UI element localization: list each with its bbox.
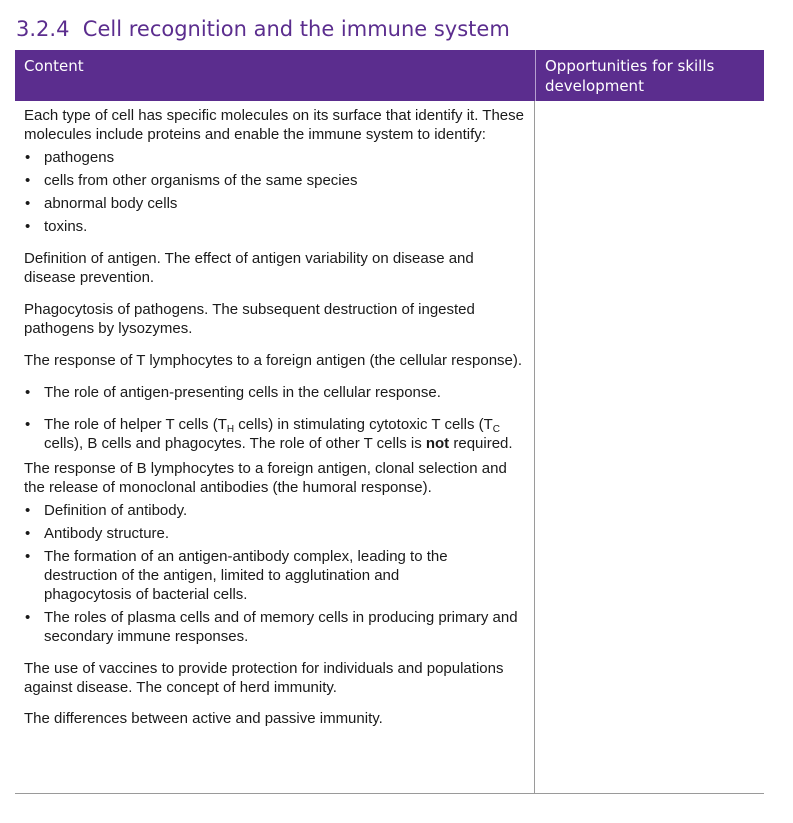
- bullet-icon: •: [25, 218, 31, 235]
- b-response-list: [24, 501, 529, 646]
- bullet-icon: •: [25, 384, 31, 401]
- list-item: • The role of helper T cells ($T_H$ cells) in stimulating cytotoxic T cells ($T_C$ cells), B cells and phagocytes. The role of other T cells is not required.: [25, 416, 513, 452]
- t-response-text: The response of T lymphocytes to a foreign antigen (the cellular response).: [24, 352, 523, 369]
- list-item: • pathogens: [25, 149, 115, 166]
- header-content: Content: [24, 57, 84, 75]
- phagocytosis-text: Phagocytosis of pathogens. The subsequent destruction of ingested pathogens by lysozymes.: [24, 301, 475, 337]
- list-item: • The roles of plasma cells and of memory cells in producing primary and secondary immune responses.: [25, 609, 518, 645]
- immunity-text: The differences between active and passive immunity.: [24, 710, 383, 727]
- list-item: • Antibody structure.: [25, 525, 170, 542]
- bullet-icon: •: [25, 172, 31, 189]
- vaccines-text: The use of vaccines to provide protection for individuals and populations against disease. The concept of herd immunity.: [24, 660, 504, 696]
- header-skills: Opportunities for skills development: [535, 50, 735, 101]
- content-table: [15, 50, 764, 794]
- section-heading: [16, 17, 510, 41]
- table-body: [15, 101, 764, 794]
- bullet-icon: •: [25, 609, 31, 626]
- section-title: Cell recognition and the immune system: [82, 17, 510, 41]
- t-response-list: [24, 383, 529, 453]
- bullet-icon: •: [25, 525, 31, 542]
- bullet-icon: •: [25, 149, 31, 166]
- intro-list: [24, 148, 529, 236]
- list-item: • abnormal body cells: [25, 195, 178, 212]
- column-divider: [534, 101, 535, 793]
- list-item: • The role of antigen-presenting cells in the cellular response.: [25, 384, 441, 401]
- list-item: • Definition of antibody.: [25, 502, 188, 519]
- table-header: [15, 50, 764, 101]
- b-response-text: The response of B lymphocytes to a foreign antigen, clonal selection and the release of monoclonal antibodies (the humoral response).: [24, 460, 507, 496]
- list-item: • cells from other organisms of the same species: [25, 172, 358, 189]
- list-item: • toxins.: [25, 218, 88, 235]
- antigen-text: Definition of antigen. The effect of antigen variability on disease and disease prevention.: [24, 250, 474, 286]
- bullet-icon: •: [25, 502, 31, 519]
- right-edge: [763, 101, 764, 793]
- intro-text: Each type of cell has specific molecules on its surface that identify it. These molecules include proteins and enable the immune system to identify:: [24, 107, 524, 143]
- list-item: • The formation of an antigen-antibody complex, leading to the destruction of the antigen, limited to agglutination and phagocytosis of bacterial cells.: [25, 548, 448, 603]
- bullet-icon: •: [25, 548, 31, 565]
- bullet-icon: •: [25, 416, 31, 433]
- content-cell: [24, 106, 529, 728]
- bullet-icon: •: [25, 195, 31, 212]
- section-number: 3.2.4: [16, 17, 70, 41]
